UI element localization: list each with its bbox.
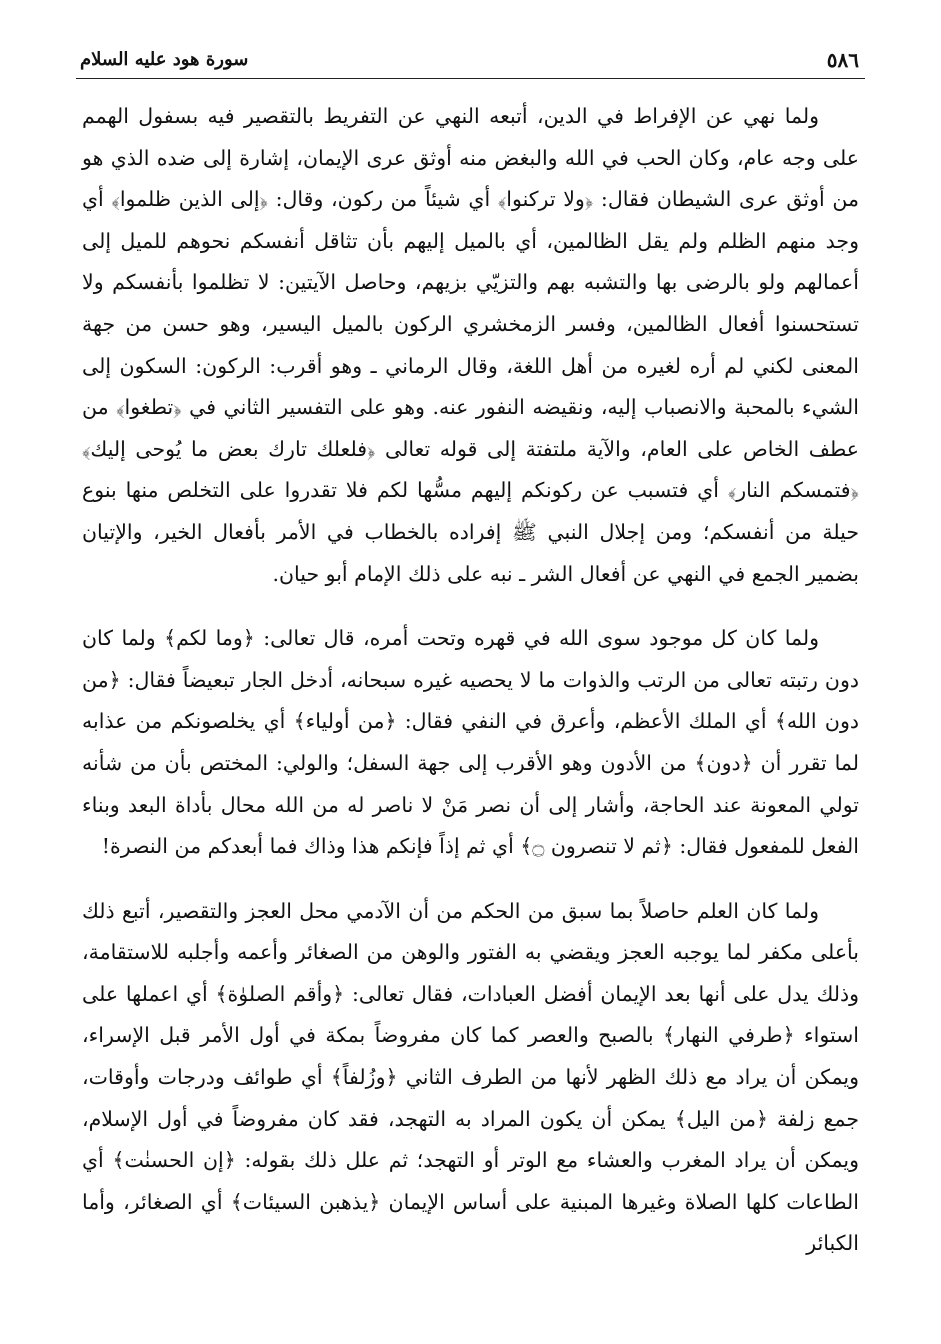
body-text [82, 96, 859, 1265]
page-number: ٥٨٦ [826, 48, 859, 72]
paragraph: ولما كان العلم حاصلاً بما سبق من الحكم من أن الآدمي محل العجز والتقصير، أتبع ذلك بأعلى مكفر لما يوجبه العجز ويقضي به الفتور والوهن من الصغائر وأعمه وأجلبه للاستقامة، وذلك يدل على أنها بعد الإيمان أفضل العبادات، فقال تعالى: ﴿وأقم الصلوٰة﴾ أي اعملها على استواء ﴿طرفي النهار﴾ بالصبح والعصر كما كان مفروضاً بمكة في أول الأمر قبل الإسراء، ويمكن أن يراد مع ذلك الظهر لأنها من الطرف الثاني ﴿وزُلفاً﴾ أي طوائف ودرجات وأوقات، جمع زلفة ﴿من اليل﴾ يمكن أن يكون المراد به التهجد، فقد كان مفروضاً في أول الإسلام، ويمكن أن يراد المغرب والعشاء مع الوتر أو التهجد؛ ثم علل ذلك بقوله: ﴿إن الحسنٰت﴾ أي الطاعات كلها الصلاة وغيرها المبنية على أساس الإيمان ﴿يذهبن السيئات﴾ أي الصغائر، وأما الكبائر [82, 898, 859, 1256]
running-title: سورة هود عليه السلام [80, 49, 249, 70]
paragraph: ولما نهي عن الإفراط في الدين، أتبعه النهي عن التفريط بالتقصير فيه بسفول الهمم على وجه عام، وكان الحب في الله والبغض منه أوثق عرى الإيمان، إشارة إلى ضده الذي هو من أوثق عرى الشيطان فقال: ﴿ولا تركنوا﴾ أي شيئاً من ركون، وقال: ﴿إلى الذين ظلموا﴾ أي وجد منهم الظلم ولم يقل الظالمين، أي بالميل إليهم بأن تثاقل أنفسكم نحوهم للميل إلى أعمالهم ولو بالرضى بها والتشبه بهم والتزيّي بزيهم، وحاصل الآيتين: لا تظلموا بأنفسكم ولا تستحسنوا أفعال الظالمين، وفسر الزمخشري الركون بالميل اليسير، وهو حسن من جهة المعنى لكني لم أره لغيره من أهل اللغة، وقال الرماني ـ وهو أقرب: الركون: السكون إلى الشيء بالمحبة والانصباب إليه، ونقيضه النفور عنه. وهو على التفسير الثاني في ﴿تطغوا﴾ من عطف الخاص على العام، والآية ملتفتة إلى قوله تعالى ﴿فلعلك تارك بعض ما يُوحى إليك﴾ ﴿فتمسكم النار﴾ أي فتسبب عن ركونكم إليهم مسُّها لكم فلا تقدروا على التخلص منها بنوع حيلة من أنفسكم؛ ومن إجلال النبي ﷺ إفراده بالخطاب في الأمر بأفعال الخير، والإتيان بضمير الجمع في النهي عن أفعال الشر ـ نبه على ذلك الإمام أبو حيان. [82, 104, 859, 586]
page-header [76, 44, 865, 79]
paragraph: ولما كان كل موجود سوى الله في قهره وتحت أمره، قال تعالى: ﴿وما لكم﴾ ولما كان دون رتبته تعالى من الرتب والذوات ما لا يحصيه غيره سبحانه، أدخل الجار تبعيضاً فقال: ﴿من دون الله﴾ أي الملك الأعظم، وأعرق في النفي فقال: ﴿من أولياء﴾ أي يخلصونكم من عذابه لما تقرر أن ﴿دون﴾ من الأدون وهو الأقرب إلى جهة السفل؛ والولي: المختص بأن من شأنه تولي المعونة عند الحاجة، وأشار إلى أن نصر مَنْ لا ناصر له من الله محال بأداة البعد وبناء الفعل للمفعول فقال: ﴿ثم لا تنصرون ۝﴾ أي ثم إذاً فإنكم هذا وذاك فما أبعدكم من النصرة! [82, 626, 859, 859]
